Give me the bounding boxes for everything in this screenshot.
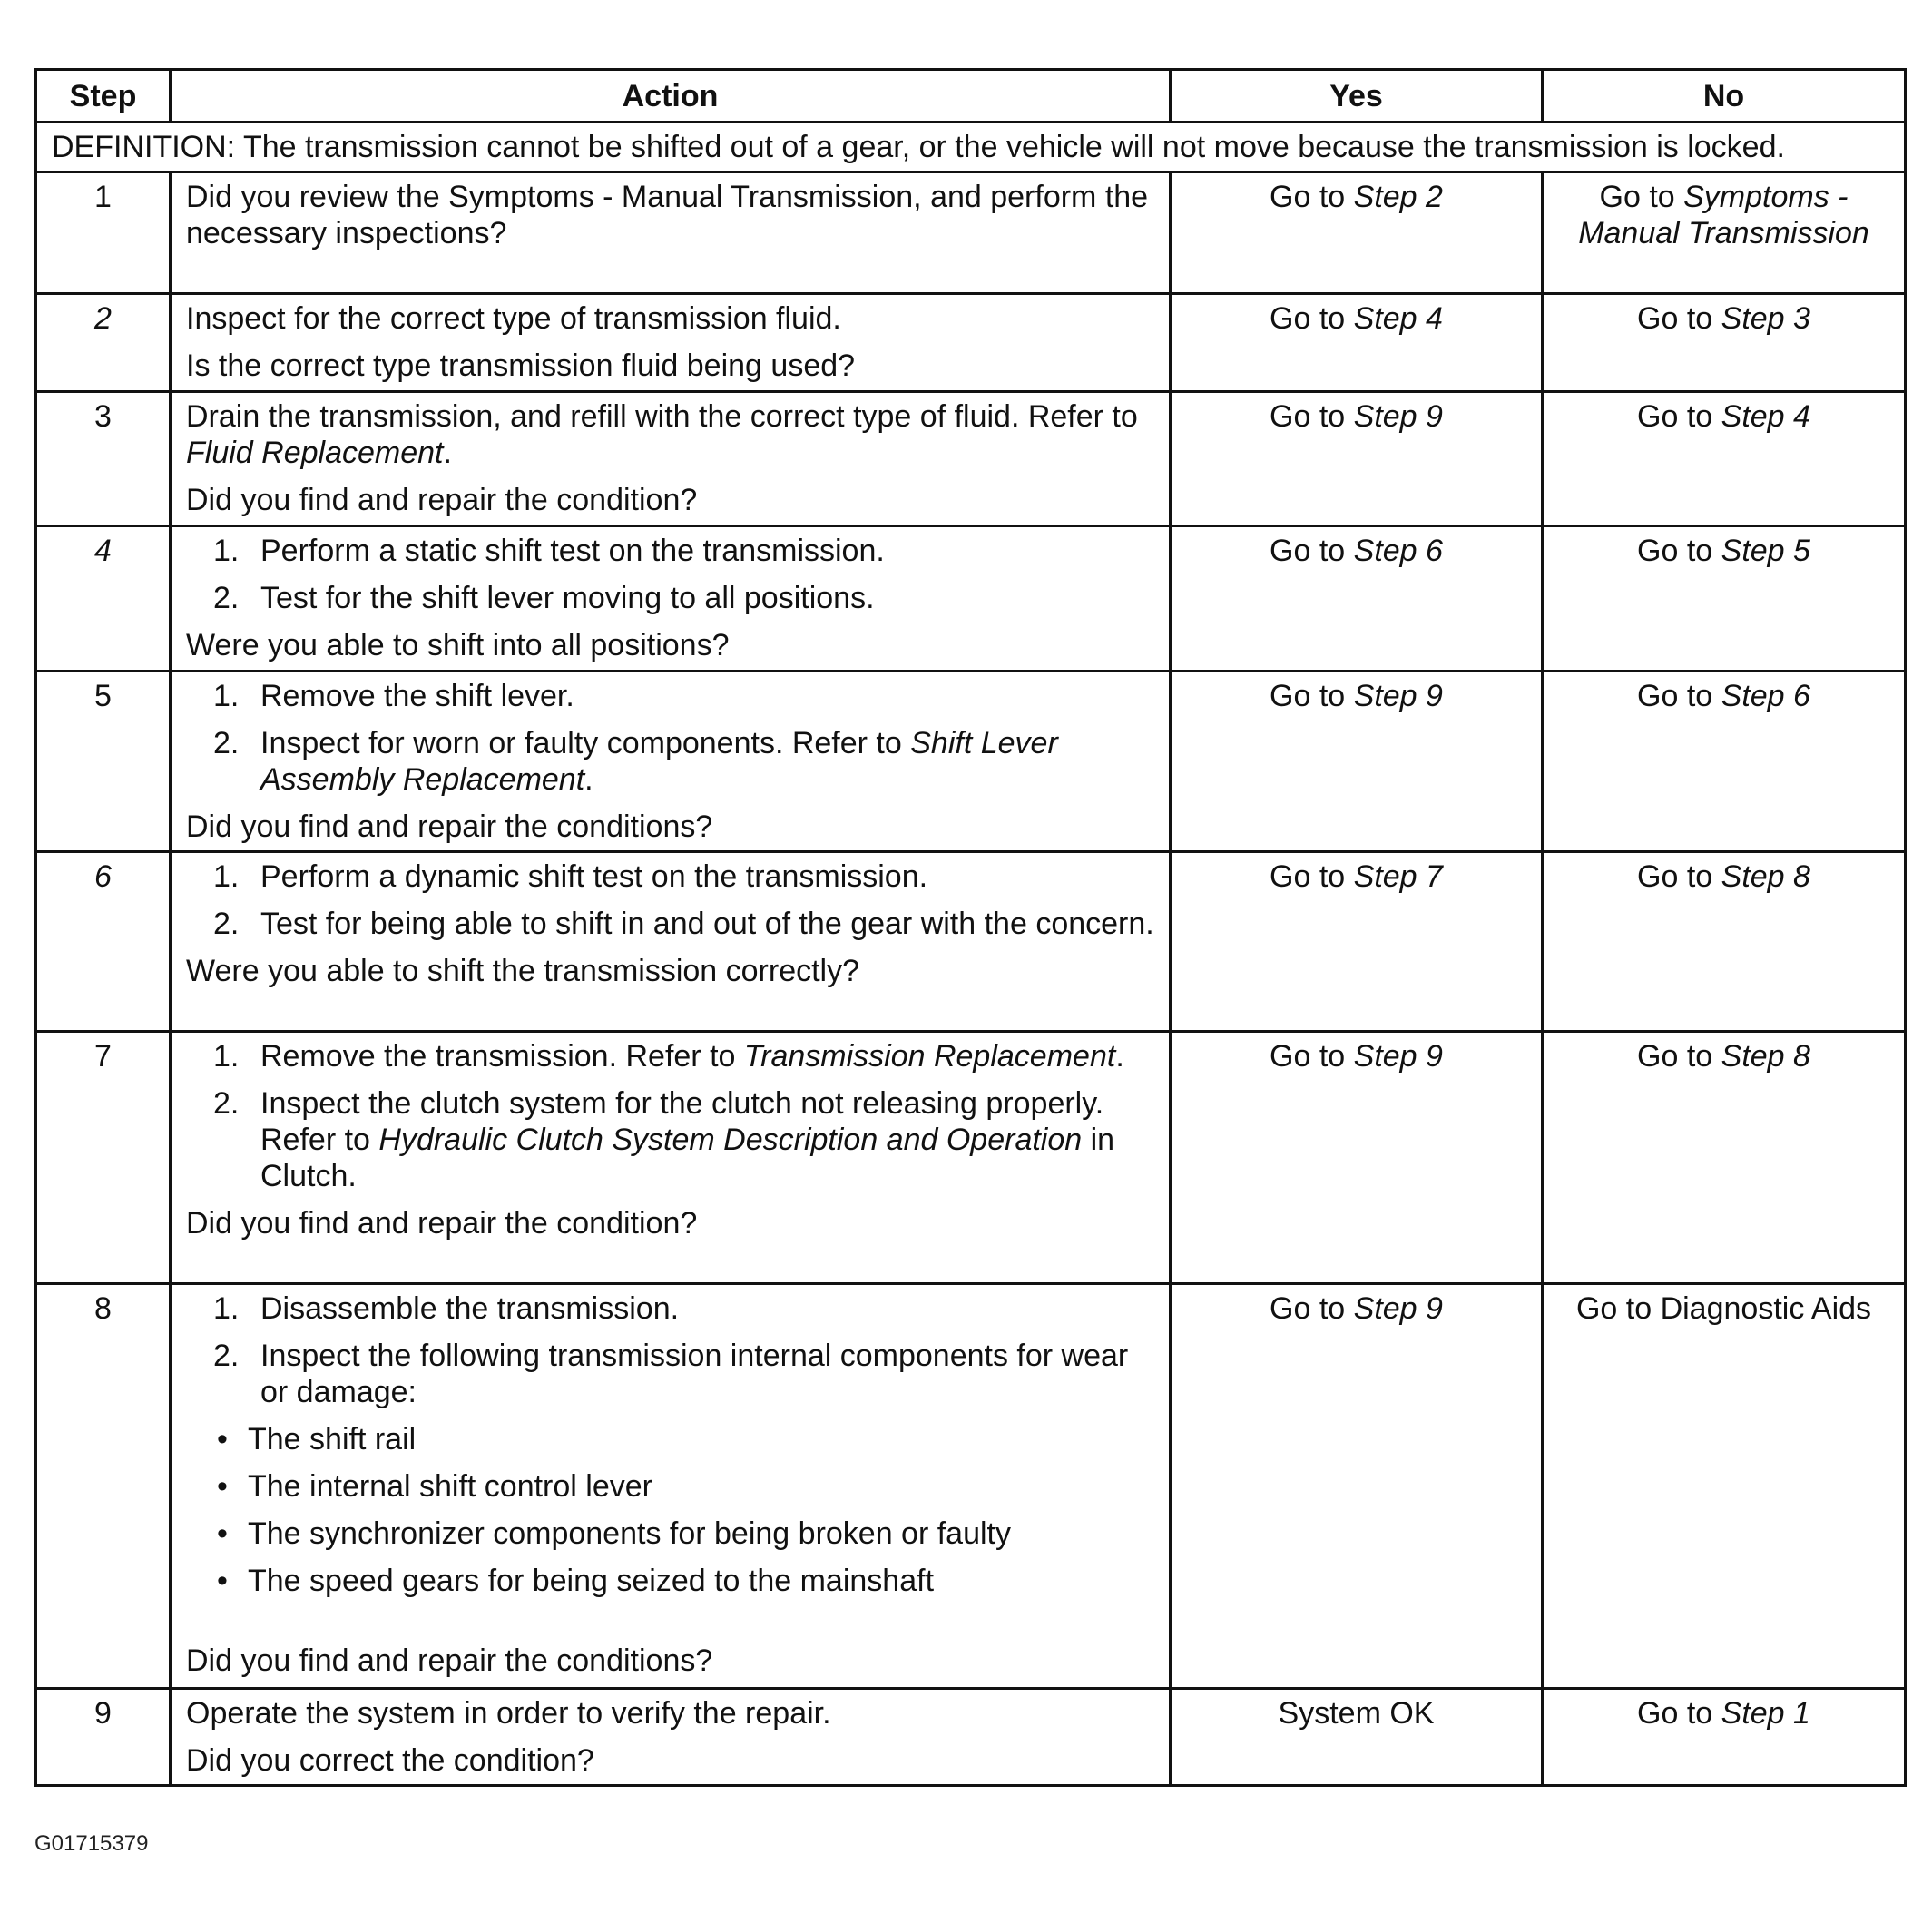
item-text: Remove the transmission. Refer to (260, 1039, 744, 1074)
no-prefix: Go to (1599, 180, 1684, 214)
item-text: Test for being able to shift in and out of the gear with the concern. (260, 907, 1154, 941)
numbered-item (186, 1038, 1154, 1074)
table-row (36, 1284, 1906, 1689)
action-text: Did you review the Symptoms - Manual Transmission, and perform the necessary inspections? (186, 180, 1149, 250)
no-link[interactable]: Go to Diagnostic Aids (1575, 1291, 1872, 1326)
bullet-item (186, 1516, 1154, 1552)
bullet-icon: • (217, 1516, 228, 1551)
question-text: Is the correct type transmission fluid being used? (186, 348, 856, 383)
action-cell (171, 1284, 1171, 1689)
bullet-item (186, 1421, 1154, 1457)
bullet-list (186, 1421, 1154, 1599)
no-cell (1543, 1689, 1906, 1786)
bullet-text: The shift rail (248, 1422, 417, 1457)
step-number: 3 (36, 392, 171, 526)
table-row (36, 526, 1906, 672)
item-text: Inspect the clutch system for the clutch not releasing properly. Refer to (260, 1086, 1104, 1157)
yes-prefix: Go to (1270, 679, 1354, 713)
figure-id: G01715379 (34, 1831, 149, 1856)
no-cell (1543, 1032, 1906, 1284)
item-text: Perform a dynamic shift test on the transmission. (260, 859, 928, 894)
yes-cell (1171, 172, 1543, 294)
no-link[interactable]: Step 4 (1721, 399, 1810, 434)
yes-link[interactable]: Step 6 (1353, 534, 1443, 568)
bullet-item (186, 1563, 1154, 1599)
numbered-item (186, 580, 1154, 616)
diagnostic-table (34, 68, 1907, 1787)
no-cell (1543, 852, 1906, 1032)
action-text: Operate the system in order to verify the repair. (186, 1696, 831, 1731)
bullet-text: The speed gears for being seized to the mainshaft (248, 1564, 935, 1598)
table-row (36, 1689, 1906, 1786)
bullet-icon: • (217, 1564, 228, 1598)
item-text: Remove the shift lever. (260, 679, 574, 713)
step-number: 4 (36, 526, 171, 672)
bullet-icon: • (217, 1469, 228, 1504)
step-number: 9 (36, 1689, 171, 1786)
question-text: Did you find and repair the condition? (186, 483, 698, 517)
question-text: Did you find and repair the conditions? (186, 1643, 713, 1678)
no-cell (1543, 672, 1906, 852)
action-cell (171, 672, 1171, 852)
item-number: 2. (213, 1086, 240, 1121)
item-number: 1. (213, 534, 240, 568)
action-cell (171, 392, 1171, 526)
yes-link[interactable]: Step 9 (1353, 1039, 1443, 1074)
yes-link[interactable]: Step 7 (1353, 859, 1443, 894)
numbered-list (186, 1038, 1154, 1194)
action-cell (171, 852, 1171, 1032)
yes-cell (1171, 672, 1543, 852)
yes-prefix: Go to (1270, 1291, 1354, 1326)
item-text-end: . (584, 762, 593, 797)
yes-cell (1171, 392, 1543, 526)
yes-prefix: Go to (1270, 859, 1354, 894)
item-ref-link[interactable]: Transmission Replacement (743, 1039, 1116, 1074)
no-cell (1543, 526, 1906, 672)
item-text: Perform a static shift test on the transmission. (260, 534, 885, 568)
definition-row (36, 123, 1906, 172)
question-text: Were you able to shift into all positions? (186, 628, 730, 662)
table-row (36, 672, 1906, 852)
yes-link[interactable]: Step 9 (1353, 1291, 1443, 1326)
item-number: 1. (213, 859, 240, 894)
step-number: 1 (36, 172, 171, 294)
header-step: Step (36, 70, 171, 123)
item-text: Test for the shift lever moving to all positions. (260, 581, 875, 615)
table-row (36, 1032, 1906, 1284)
no-prefix: Go to (1637, 679, 1721, 713)
item-ref-link[interactable]: Shift Lever Assembly Replacement (260, 726, 1058, 797)
no-prefix: Go to (1637, 534, 1721, 568)
action-text (186, 398, 1154, 471)
yes-link[interactable]: Step 4 (1353, 301, 1443, 336)
yes-result: System OK (1278, 1696, 1435, 1731)
table-row (36, 392, 1906, 526)
no-link[interactable]: Symptoms - Manual Transmission (1578, 180, 1869, 250)
step-number: 7 (36, 1032, 171, 1284)
spacer (186, 1610, 1154, 1643)
header-yes: Yes (1171, 70, 1543, 123)
numbered-list (186, 533, 1154, 616)
yes-prefix: Go to (1270, 399, 1354, 434)
item-number: 1. (213, 1291, 240, 1326)
table-row (36, 852, 1906, 1032)
bullet-text: The internal shift control lever (248, 1469, 652, 1504)
step-number: 2 (36, 294, 171, 392)
action-cell (171, 526, 1171, 672)
action-text-prefix: Drain the transmission, and refill with the correct type of fluid. Refer to (186, 399, 1138, 434)
yes-cell (1171, 1284, 1543, 1689)
action-ref-link[interactable]: Fluid Replacement (186, 436, 444, 470)
header-row (36, 70, 1906, 123)
question-text: Did you correct the condition? (186, 1743, 594, 1778)
numbered-item (186, 906, 1154, 942)
action-cell (171, 172, 1171, 294)
no-link[interactable]: Step 5 (1721, 534, 1810, 568)
action-cell (171, 1032, 1171, 1284)
no-link[interactable]: Step 8 (1721, 1039, 1810, 1074)
item-text: Inspect the following transmission internal components for wear or damage: (260, 1339, 1129, 1409)
yes-link[interactable]: Step 2 (1353, 180, 1443, 214)
numbered-item (186, 1085, 1154, 1194)
definition-text: DEFINITION: The transmission cannot be shifted out of a gear, or the vehicle will not move because the transmission is locked. (36, 123, 1906, 172)
bullet-item (186, 1468, 1154, 1505)
yes-prefix: Go to (1270, 534, 1354, 568)
yes-link[interactable]: Step 9 (1353, 399, 1443, 434)
action-cell (171, 294, 1171, 392)
no-prefix: Go to (1637, 301, 1721, 336)
item-ref-link[interactable]: Hydraulic Clutch System Description and Operation (378, 1123, 1083, 1157)
no-cell (1543, 172, 1906, 294)
header-no: No (1543, 70, 1906, 123)
yes-prefix: Go to (1270, 1039, 1354, 1074)
no-link[interactable]: Step 8 (1721, 859, 1810, 894)
no-link[interactable]: Step 3 (1721, 301, 1810, 336)
no-prefix: Go to (1637, 859, 1721, 894)
yes-prefix: Go to (1270, 301, 1354, 336)
numbered-item (186, 678, 1154, 714)
item-number: 2. (213, 726, 240, 760)
numbered-item (186, 1290, 1154, 1327)
table-row (36, 172, 1906, 294)
bullet-icon: • (217, 1422, 228, 1457)
bullet-text: The synchronizer components for being broken or faulty (248, 1516, 1012, 1551)
question-text: Did you find and repair the conditions? (186, 809, 713, 844)
question-text: Did you find and repair the condition? (186, 1206, 698, 1241)
item-number: 2. (213, 907, 240, 941)
numbered-item (186, 1338, 1154, 1410)
item-number: 2. (213, 1339, 240, 1373)
item-number: 1. (213, 679, 240, 713)
numbered-list (186, 678, 1154, 798)
action-text: Inspect for the correct type of transmission fluid. (186, 301, 841, 336)
no-prefix: Go to (1637, 399, 1721, 434)
no-prefix: Go to (1637, 1696, 1721, 1731)
step-number: 8 (36, 1284, 171, 1689)
no-cell (1543, 1284, 1906, 1689)
question-text: Were you able to shift the transmission correctly? (186, 954, 860, 988)
item-text: Disassemble the transmission. (260, 1291, 680, 1326)
item-text-end: . (1115, 1039, 1124, 1074)
header-action: Action (171, 70, 1171, 123)
yes-cell (1171, 294, 1543, 392)
no-link[interactable]: Step 6 (1721, 679, 1810, 713)
yes-cell (1171, 852, 1543, 1032)
item-number: 2. (213, 581, 240, 615)
action-cell (171, 1689, 1171, 1786)
action-text-end: . (443, 436, 452, 470)
no-cell (1543, 392, 1906, 526)
item-text-end: in Clutch. (260, 1123, 1115, 1193)
item-number: 1. (213, 1039, 240, 1074)
numbered-item (186, 725, 1154, 798)
no-cell (1543, 294, 1906, 392)
yes-prefix: Go to (1270, 180, 1354, 214)
item-text: Inspect for worn or faulty components. Refer to (260, 726, 911, 760)
numbered-list (186, 858, 1154, 942)
no-link[interactable]: Step 1 (1721, 1696, 1810, 1731)
yes-cell (1171, 1689, 1543, 1786)
numbered-item (186, 533, 1154, 569)
step-number: 5 (36, 672, 171, 852)
numbered-list (186, 1290, 1154, 1410)
yes-cell (1171, 1032, 1543, 1284)
yes-cell (1171, 526, 1543, 672)
numbered-item (186, 858, 1154, 895)
table-row (36, 294, 1906, 392)
step-number: 6 (36, 852, 171, 1032)
yes-link[interactable]: Step 9 (1353, 679, 1443, 713)
no-prefix: Go to (1637, 1039, 1721, 1074)
